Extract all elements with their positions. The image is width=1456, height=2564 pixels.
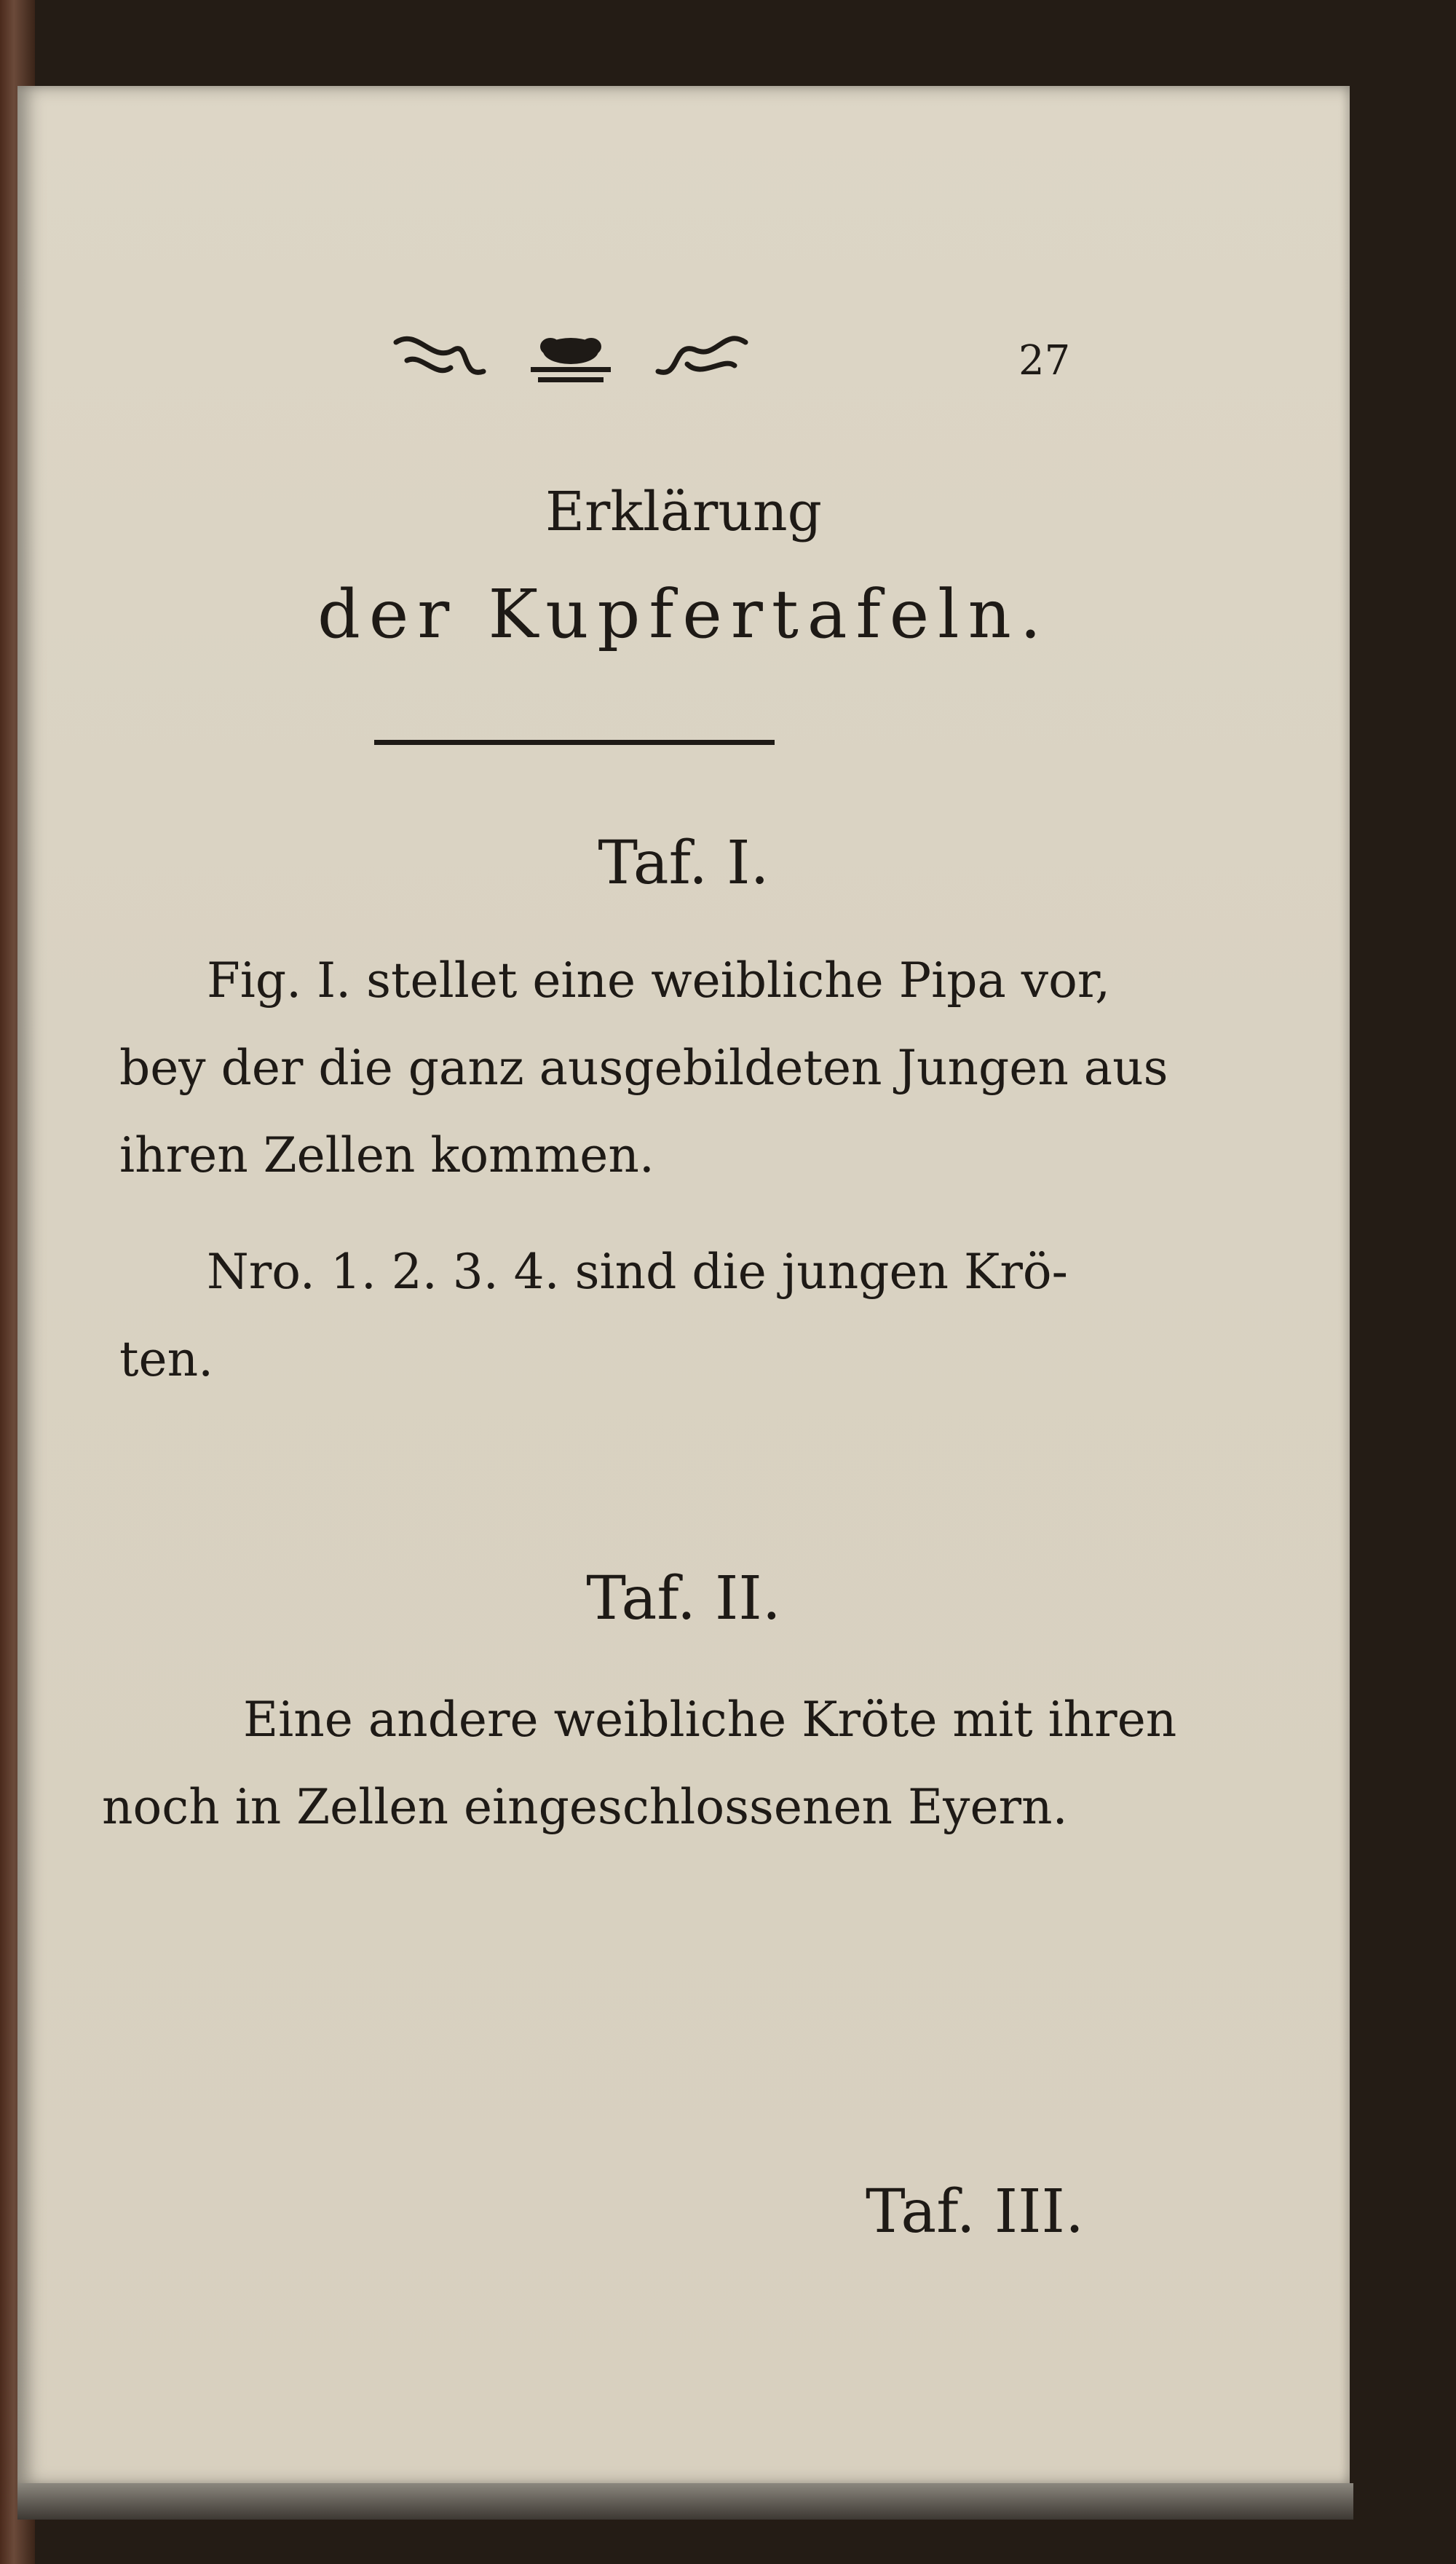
- catchword: Taf. III.: [866, 2177, 1085, 2247]
- page-number: 27: [1018, 337, 1071, 384]
- page-title-line1: Erklärung: [545, 481, 823, 543]
- page-title-line2: der Kupfertafeln.: [317, 575, 1051, 653]
- book-page: [17, 86, 1350, 2485]
- body-text-line: noch in Zellen eingeschlossenen Eyern.: [102, 1779, 1068, 1835]
- body-text-line: Nro. 1. 2. 3. 4. sind die jungen Krö-: [207, 1244, 1068, 1300]
- page-bottom-edge: [17, 2483, 1353, 2520]
- title-divider: [374, 740, 775, 745]
- body-text-line: bey der die ganz ausgebildeten Jungen aus: [119, 1040, 1168, 1096]
- body-text-line: Fig. I. stellet eine weibliche Pipa vor,: [207, 952, 1111, 1009]
- body-text-line: ten.: [119, 1331, 214, 1387]
- section-heading-taf-2: Taf. II.: [586, 1564, 781, 1633]
- decorative-ornament-icon: [381, 320, 760, 393]
- section-heading-taf-1: Taf. I.: [598, 829, 769, 898]
- body-text-line: Eine andere weibliche Kröte mit ihren: [243, 1692, 1177, 1748]
- body-text-line: ihren Zellen kommen.: [119, 1127, 654, 1183]
